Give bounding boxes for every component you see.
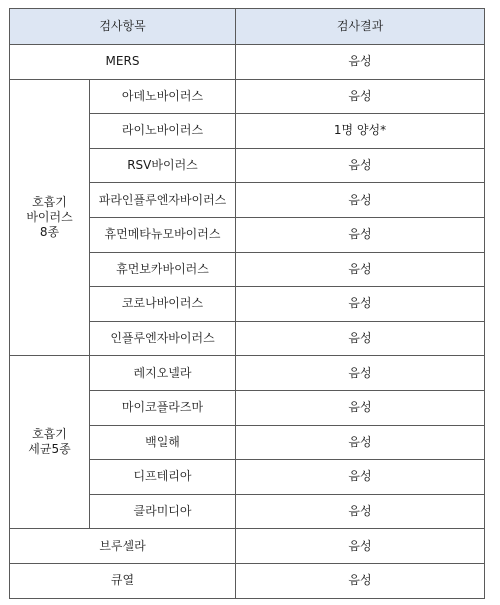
result-cell: 1명 양성* <box>236 114 485 149</box>
group-label-respiratory-virus <box>10 79 90 356</box>
item-cell: 파라인플루엔자바이러스 <box>90 183 236 218</box>
table-row <box>10 79 485 114</box>
item-cell: 아데노바이러스 <box>90 79 236 114</box>
item-cell: 휴먼보카바이러스 <box>90 252 236 287</box>
item-cell: 마이코플라즈마 <box>90 390 236 425</box>
header-test-result: 검사결과 <box>236 9 485 45</box>
item-cell: 클라미디아 <box>90 494 236 529</box>
result-cell: 음성 <box>236 460 485 495</box>
result-cell: 음성 <box>236 45 485 80</box>
table-row <box>10 356 485 391</box>
group-label-line: 호흡기 <box>32 427 67 442</box>
result-cell: 음성 <box>236 148 485 183</box>
result-cell: 음성 <box>236 494 485 529</box>
group-label-line: 호흡기 <box>32 194 67 209</box>
group-label-line: 8종 <box>39 224 60 239</box>
group-label-line: 바이러스 <box>26 209 73 224</box>
item-cell: 인플루엔자바이러스 <box>90 321 236 356</box>
table-row <box>10 563 485 598</box>
item-cell: RSV바이러스 <box>90 148 236 183</box>
item-cell: 휴먼메타뉴모바이러스 <box>90 217 236 252</box>
item-cell: 백일해 <box>90 425 236 460</box>
item-cell: 큐열 <box>10 563 236 598</box>
result-cell: 음성 <box>236 287 485 322</box>
item-cell: 코로나바이러스 <box>90 287 236 322</box>
result-cell: 음성 <box>236 425 485 460</box>
result-cell: 음성 <box>236 79 485 114</box>
result-cell: 음성 <box>236 252 485 287</box>
result-cell: 음성 <box>236 321 485 356</box>
result-cell: 음성 <box>236 529 485 564</box>
item-cell: 레지오넬라 <box>90 356 236 391</box>
item-cell: MERS <box>10 45 236 80</box>
item-cell: 라이노바이러스 <box>90 114 236 149</box>
result-cell: 음성 <box>236 563 485 598</box>
result-cell: 음성 <box>236 390 485 425</box>
item-cell: 디프테리아 <box>90 460 236 495</box>
result-cell: 음성 <box>236 356 485 391</box>
header-test-item: 검사항목 <box>10 9 236 45</box>
group-label-line: 세균5종 <box>28 442 71 457</box>
header-row <box>10 9 485 45</box>
item-cell: 브루셀라 <box>10 529 236 564</box>
result-cell: 음성 <box>236 217 485 252</box>
table-row <box>10 529 485 564</box>
test-results-table <box>9 8 485 599</box>
group-label-respiratory-bacteria <box>10 356 90 529</box>
table-row <box>10 45 485 80</box>
result-cell: 음성 <box>236 183 485 218</box>
